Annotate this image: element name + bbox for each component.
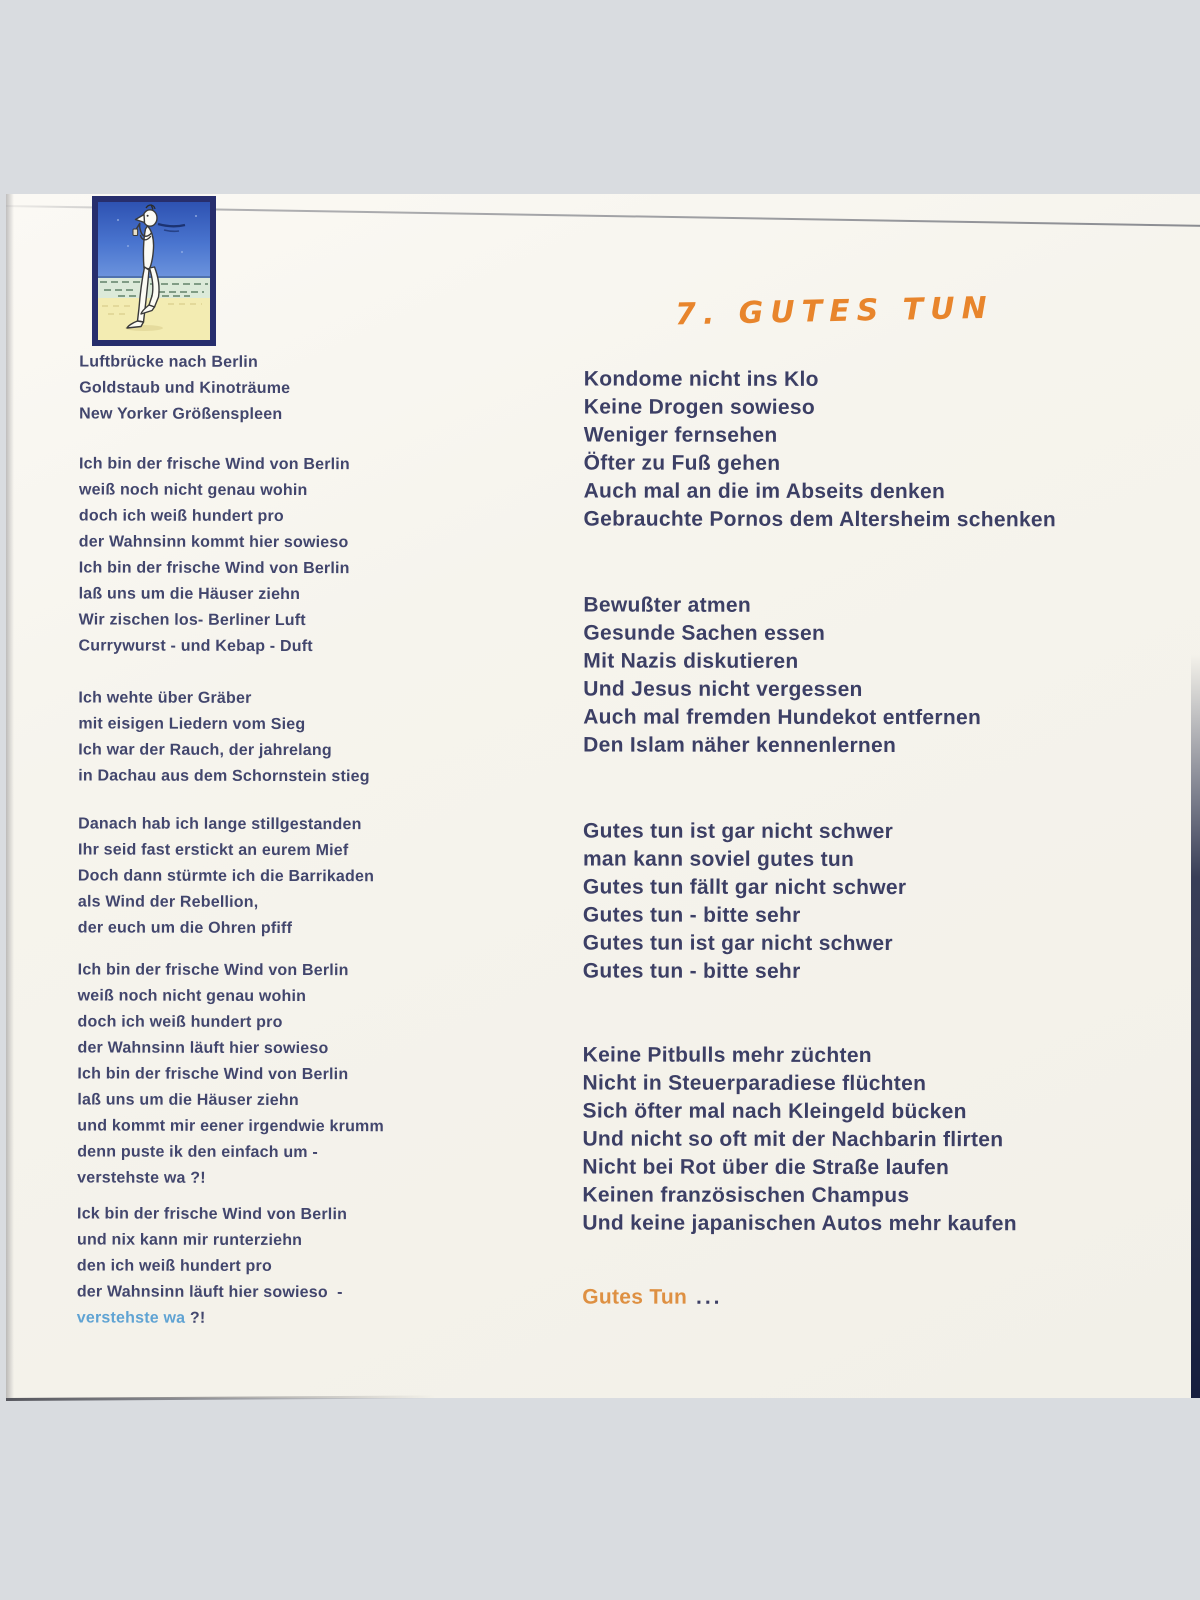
- lyric-line: der Wahnsinn kommt hier sowieso: [78, 533, 349, 552]
- lyric-line: Öfter zu Fuß gehen: [583, 451, 781, 475]
- lyric-line: Danach hab ich lange stillgestanden: [78, 815, 362, 834]
- lyric-line: Bewußter atmen: [583, 593, 752, 617]
- lyric-line: Und nicht so oft mit der Nachbarin flirten: [582, 1127, 1004, 1152]
- lyric-line: Und Jesus nicht vergessen: [583, 677, 863, 701]
- right-stanza-2: [583, 591, 1163, 760]
- right-stanza-1: [584, 365, 1164, 534]
- lyric-line: Keinen französischen Champus: [582, 1183, 910, 1208]
- lyric-line: Gutes tun ist gar nicht schwer: [582, 819, 894, 844]
- left-stanza-3: [78, 685, 498, 790]
- right-stanza-3: [583, 817, 1163, 986]
- lyric-line: Keine Drogen sowieso: [583, 395, 815, 419]
- highlighted-lyric-light: verstehste wa: [76, 1309, 186, 1327]
- lyric-line: Gebrauchte Pornos dem Altersheim schenken: [583, 507, 1057, 532]
- lyric-line: Gutes tun ist gar nicht schwer: [582, 931, 893, 956]
- lyric-line: Wir zischen los- Berliner Luft: [78, 611, 306, 630]
- lyric-line: laß uns um die Häuser ziehn: [77, 1091, 299, 1110]
- right-stanza-4: [582, 1041, 1162, 1238]
- beach-figure-icon: [98, 202, 210, 340]
- lyric-line: Weniger fernsehen: [583, 423, 778, 447]
- lyric-line: Keine Pitbulls mehr züchten: [582, 1043, 872, 1067]
- lyric-line: man kann soviel gutes tun: [582, 847, 855, 871]
- left-lyrics-column: [77, 349, 500, 1356]
- lyric-line: Mit Nazis diskutieren: [583, 649, 799, 673]
- lyric-line: Doch dann stürmte ich die Barrikaden: [77, 867, 375, 886]
- lyric-line: der Wahnsinn läuft hier sowieso -: [76, 1283, 343, 1302]
- left-stanza-6: [77, 1201, 497, 1332]
- highlighted-lyric-line: [77, 1305, 497, 1332]
- lyric-line: Ick bin der frische Wind von Berlin: [77, 1205, 348, 1224]
- song-footer: [582, 1283, 1162, 1312]
- left-stanza-2: [79, 451, 500, 660]
- lyric-line: Ihr seid fast erstickt an eurem Mief: [77, 841, 349, 860]
- lyric-line: weiß noch nicht genau wohin: [78, 481, 308, 500]
- page-left-edge-shadow: [6, 194, 14, 1398]
- lyric-line: Currywurst - und Kebap - Duft: [78, 637, 313, 656]
- footer-orange-text: Gutes Tun: [582, 1285, 688, 1309]
- lyric-line: weiß noch nicht genau wohin: [77, 987, 307, 1006]
- lyric-line: Gutes tun - bitte sehr: [582, 903, 801, 927]
- lyric-line: Goldstaub und Kinoträume: [79, 379, 291, 398]
- lyric-line: Luftbrücke nach Berlin: [79, 353, 258, 371]
- lyric-line: Gutes tun - bitte sehr: [582, 959, 801, 983]
- lyric-line: Gesunde Sachen essen: [583, 621, 826, 645]
- lyric-line: denn puste ik den einfach um -: [77, 1143, 318, 1162]
- page-right-dark-edge: [1191, 654, 1200, 1398]
- lyric-line: Sich öfter mal nach Kleingeld bücken: [582, 1099, 967, 1124]
- beach-figure-illustration: [92, 196, 216, 346]
- lyric-line: doch ich weiß hundert pro: [78, 507, 284, 525]
- lyric-line: Nicht in Steuerparadiese flüchten: [582, 1071, 927, 1096]
- lyric-line: Den Islam näher kennenlernen: [583, 733, 897, 758]
- lyric-line: mit eisigen Liedern vom Sieg: [78, 715, 306, 734]
- lyric-line: und nix kann mir runterziehn: [76, 1231, 303, 1250]
- highlighted-lyric-dark: ?!: [185, 1309, 206, 1327]
- lyric-line: Und keine japanischen Autos mehr kaufen: [582, 1211, 1017, 1236]
- lyric-line: doch ich weiß hundert pro: [77, 1013, 283, 1031]
- lyric-line: Ich bin der frische Wind von Berlin: [77, 1065, 349, 1084]
- lyric-line: der Wahnsinn läuft hier sowieso: [77, 1039, 329, 1058]
- song-title: 7. GUTES TUN: [674, 290, 994, 333]
- footer-dots: ...: [687, 1285, 723, 1309]
- lyric-line: Gutes tun fällt gar nicht schwer: [582, 875, 907, 900]
- lyric-line: Ich bin der frische Wind von Berlin: [78, 455, 350, 474]
- lyric-line: als Wind der Rebellion,: [77, 893, 259, 911]
- lyric-line: Ich bin der frische Wind von Berlin: [78, 559, 350, 578]
- lyric-line: verstehste wa ?!: [77, 1169, 206, 1187]
- lyric-line: Ich bin der frische Wind von Berlin: [77, 961, 349, 980]
- lyric-line: Auch mal an die im Abseits denken: [583, 479, 946, 504]
- lyric-line: New Yorker Größenspleen: [79, 405, 283, 423]
- lyric-line: der euch um die Ohren pfiff: [77, 919, 293, 938]
- lyric-line: den ich weiß hundert pro: [76, 1257, 272, 1275]
- lyric-line: Ich war der Rauch, der jahrelang: [78, 741, 332, 760]
- right-lyrics-column: [582, 365, 1164, 1312]
- booklet-page: [6, 194, 1200, 1398]
- lyric-line: Auch mal fremden Hundekot entfernen: [583, 705, 982, 730]
- left-stanza-4: [78, 811, 498, 942]
- left-stanza-5: [77, 957, 498, 1192]
- lyric-line: in Dachau aus dem Schornstein stieg: [78, 767, 370, 786]
- lyric-line: und kommt mir eener irgendwie krumm: [77, 1117, 384, 1136]
- lyric-line: laß uns um die Häuser ziehn: [78, 585, 301, 604]
- left-stanza-1: [79, 349, 499, 428]
- lyric-line: Nicht bei Rot über die Straße laufen: [582, 1155, 950, 1180]
- lyric-line: Kondome nicht ins Klo: [583, 367, 819, 391]
- page-bottom-edge-shadow: [6, 1395, 436, 1401]
- lyric-line: Ich wehte über Gräber: [78, 689, 252, 707]
